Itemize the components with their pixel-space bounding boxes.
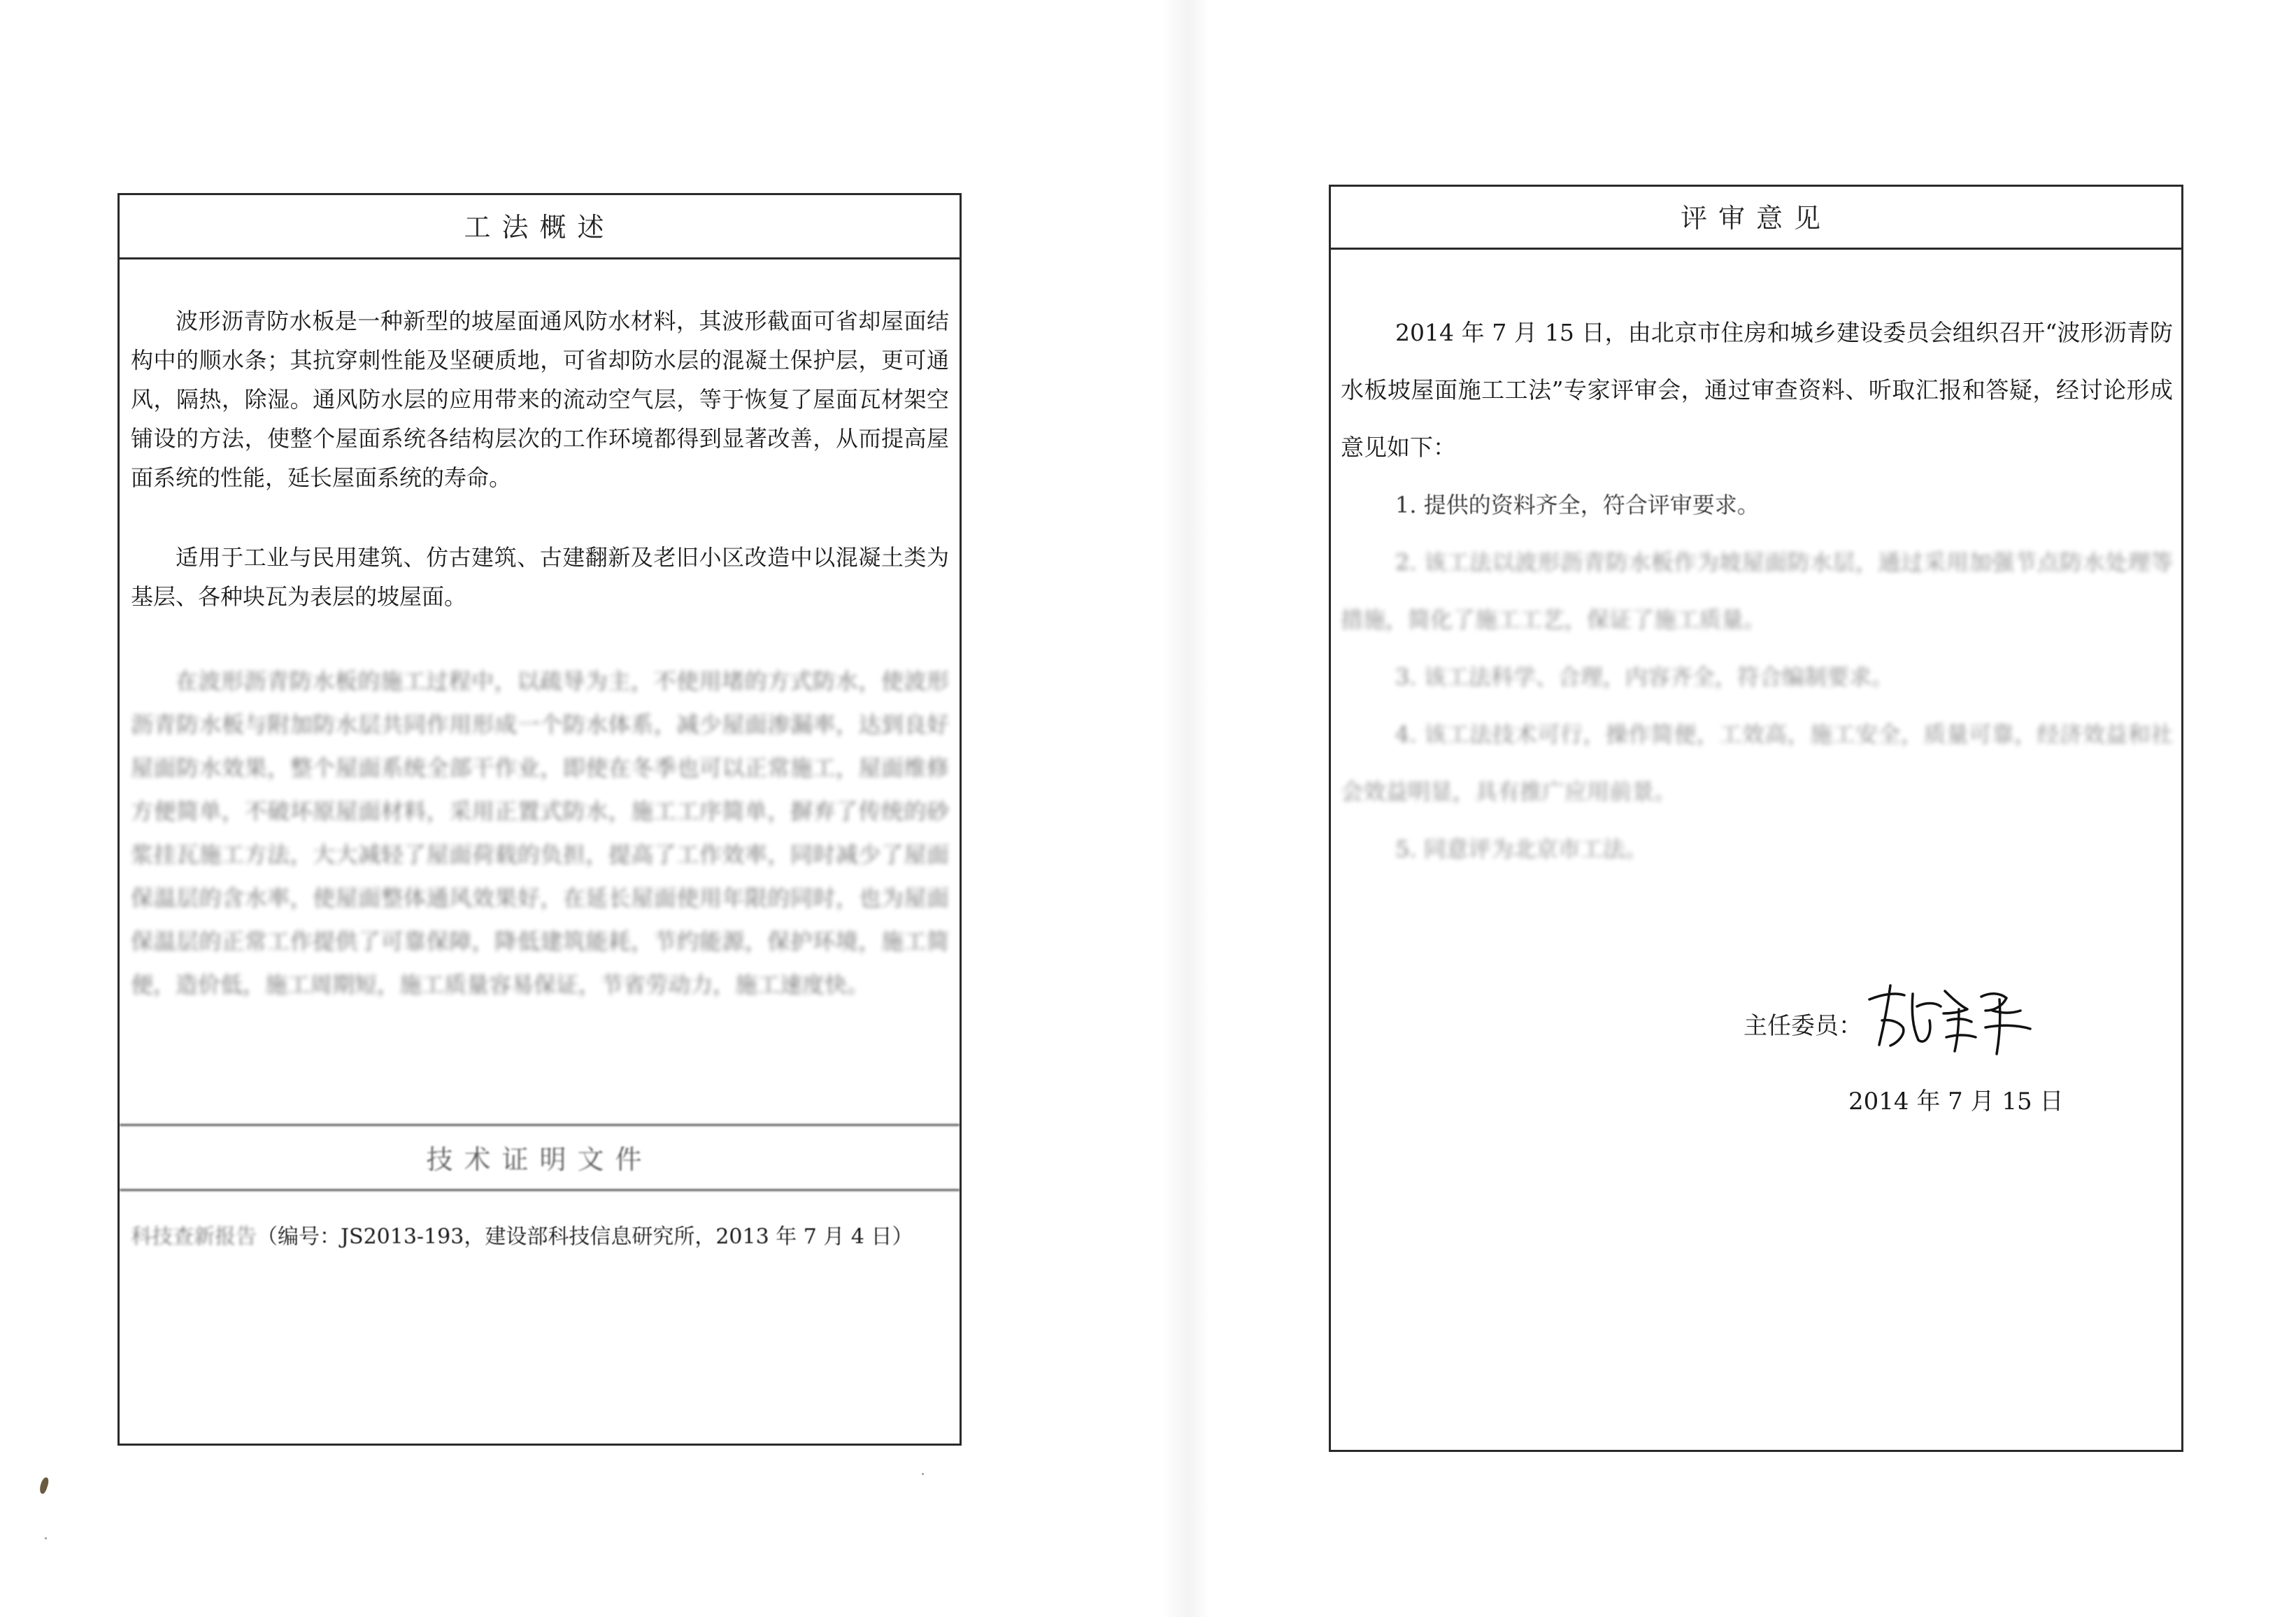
review-item-2: 2. 该工法以波形沥青防水板作为坡屋面防水层，通过采用加强节点防水处理等措施，简化了施工工艺，保证了施工质量。 <box>1341 549 2173 633</box>
tech-docs-header <box>120 1124 960 1191</box>
doc-type: 科技查新报告 <box>131 1225 257 1249</box>
overview-paragraph-3: 在波形沥青防水板的施工过程中，以疏导为主，不使用堵的方式防水，使波形沥青防水板与附加防水层共同作用形成一个防水体系，减少屋面渗漏率，达到良好屋面防水效果，整个屋面系统全部干作业，即使在冬季也可以正常施工，屋面维修方便简单，不破坏原屋面材料，采用正置式防水，施工工序简单，摒弃了传统的砂浆挂瓦施工方法，大大减轻了屋面荷载的负担，提高了工作效率，同时减少了屋面保温层的含水率，使屋面整体通风效果好，在延长屋面使用年限的同时，也为屋面保温层的正常工作提供了可靠保障，降低建筑能耗，节约能源，保护环境，施工简便，造价低，施工周期短，施工质量容易保证，节省劳动力，施工速度快。 <box>131 668 949 998</box>
scan-dot <box>45 1537 47 1539</box>
handwritten-signature <box>1862 978 2037 1055</box>
review-opinion-title: 评审意见 <box>1680 203 1832 234</box>
method-overview-panel <box>117 193 962 1446</box>
tech-docs-title: 技术证明文件 <box>426 1144 653 1175</box>
overview-paragraph-1: 波形沥青防水板是一种新型的坡屋面通风防水材料，其波形截面可省却屋面结构中的顺水条；其抗穿刺性能及坚硬质地，可省却防水层的混凝土保护层，更可通风，隔热，除湿。通风防水层的应用带来的流动空气层，等于恢复了屋面瓦材架空铺设的方法，使整个屋面系统各结构层次的工作环境都得到显著改善，从而提高屋面系统的性能，延长屋面系统的寿命。 <box>131 308 949 491</box>
review-item-3: 3. 该工法科学、合理，内容齐全，符合编制要求。 <box>1395 664 1894 690</box>
tech-docs-entry <box>131 1218 956 1257</box>
signature-date: 2014 年 7 月 15 日 <box>1848 1088 2064 1116</box>
review-item-4: 4. 该工法技术可行，操作简便，工效高，施工安全，质量可靠，经济效益和社会效益明显，具有推广应用前景。 <box>1341 721 2173 805</box>
review-item-5: 5. 同意评为北京市工法。 <box>1395 836 1648 862</box>
scan-speck <box>38 1476 50 1495</box>
overview-paragraph-2: 适用于工业与民用建筑、仿古建筑、古建翻新及老旧小区改造中以混凝土类为基层、各种块瓦为表层的坡屋面。 <box>131 544 949 610</box>
review-opinion-panel <box>1329 185 2183 1452</box>
signer-label: 主任委员： <box>1744 1012 1862 1040</box>
page-gutter <box>1161 0 1210 1617</box>
scan-dot <box>922 1473 924 1475</box>
review-item-1: 1. 提供的资料齐全，符合评审要求。 <box>1395 492 1760 518</box>
review-intro: 2014 年 7 月 15 日，由北京市住房和城乡建设委员会组织召开“波形沥青防水板坡屋面施工工法”专家评审会，通过审查资料、听取汇报和答疑，经讨论形成意见如下： <box>1341 319 2173 461</box>
method-overview-title: 工法概述 <box>464 212 615 243</box>
method-overview-header <box>120 195 960 259</box>
review-opinion-header <box>1331 187 2181 250</box>
doc-details: （编号：JS2013-193，建设部科技信息研究所，2013 年 7 月 4 日） <box>257 1225 913 1249</box>
